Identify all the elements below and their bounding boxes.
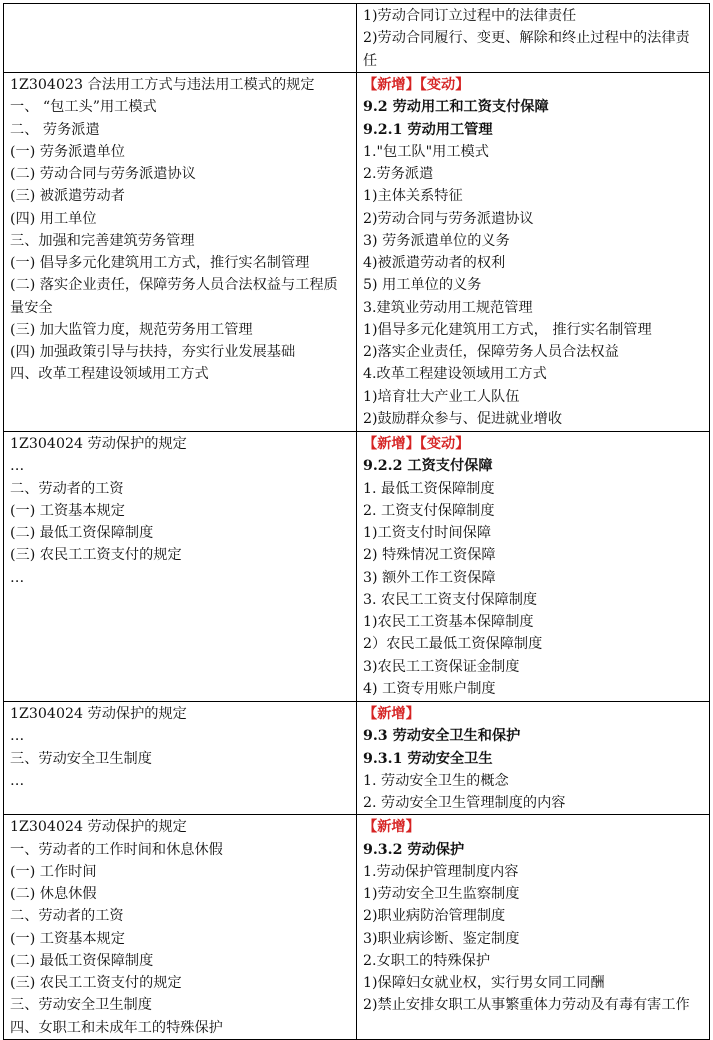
old-syllabus-cell [4,4,357,73]
list-item: 1)工资支付时间保障 [363,525,492,541]
list-item: 1.劳动保护管理制度内容 [363,863,519,880]
list-item: (一) 工资基本规定 [10,930,125,947]
table-row [4,815,710,1040]
new-syllabus-cell [357,432,710,702]
list-item: 二、 劳务派遣 [10,121,100,138]
table-row [4,4,710,73]
section-code-title: 1Z304024 劳动保护的规定 [10,706,187,722]
table-row [4,702,710,815]
list-item: (二) 劳动合同与劳务派遣协议 [10,166,196,182]
new-syllabus-cell [357,73,710,432]
old-syllabus-cell [4,432,357,702]
list-item: 二、劳动者的工资 [10,480,124,497]
list-item: 4.改革工程建设领域用工方式 [363,366,547,383]
list-item: 1)主体关系特征 [363,188,463,205]
list-item: 1)保障妇女就业权，实行男女同工同酬 [363,975,605,991]
list-item: 三、劳动安全卫生制度 [10,997,152,1014]
list-item: 4) 工资专用账户制度 [363,680,496,697]
new-tag: 【新增】 [363,819,420,836]
list-item: 三、劳动安全卫生制度 [10,750,152,767]
new-syllabus-cell [357,815,710,1040]
section-heading: 9.3 劳动安全卫生和保护 [363,728,521,745]
list-item: (一) 工作时间 [10,863,97,880]
list-item: 2. 劳动安全卫生管理制度的内容 [363,795,566,811]
ellipsis: … [10,569,25,586]
list-item: 2)禁止安排女职工从事繁重体力劳动及有毒有害工作 [363,997,690,1014]
list-item: (三) 农民工工资支付的规定 [10,547,182,564]
list-item: 2. 工资支付保障制度 [363,502,495,519]
new-tag: 【新增】 [363,436,420,452]
list-item: (二) 落实企业责任，保障劳务人员合法权益与工程质量安全 [10,277,338,316]
list-item: 1)劳动合同订立过程中的法律责任 [363,8,577,24]
section-code-title: 1Z304023 合法用工方式与违法用工模式的规定 [10,77,315,93]
subsection-heading: 9.2.2 工资支付保障 [363,458,493,475]
list-item: 3.建筑业劳动用工规范管理 [363,299,533,316]
list-item: 2.女职工的特殊保护 [363,952,491,969]
list-item: 1)农民工工资基本保障制度 [363,614,534,630]
list-item: 4)被派遣劳动者的权利 [363,255,506,271]
changed-tag: 【变动】 [419,436,470,452]
old-syllabus-cell [4,73,357,432]
list-item: (二) 最低工资保障制度 [10,525,154,541]
list-item: 2.劳务派遣 [363,166,434,182]
change-tags [363,703,703,725]
new-tag: 【新增】 [363,706,420,722]
list-item: (二) 最低工资保障制度 [10,952,154,969]
list-item: (三) 加大监管力度，规范劳务用工管理 [10,321,253,338]
list-item: 3) 额外工作工资保障 [363,569,496,586]
table-row [4,432,710,702]
section-heading: 9.2 劳动用工和工资支付保障 [363,99,549,116]
new-syllabus-cell [357,702,710,815]
list-item: 3)农民工工资保证金制度 [363,658,520,675]
list-item: 3) 劳务派遣单位的义务 [363,232,510,249]
list-item: (三) 被派遣劳动者 [10,188,125,205]
change-tags [363,74,703,96]
list-item: 二、劳动者的工资 [10,908,124,925]
change-tags [363,816,703,838]
list-item: 四、改革工程建设领域用工方式 [10,366,209,383]
list-item: 2)落实企业责任，保障劳务人员合法权益 [363,344,619,360]
table-row [4,73,710,432]
ellipsis: … [10,458,25,475]
list-item: 2) 特殊情况工资保障 [363,547,496,564]
subsection-heading: 9.2.1 劳动用工管理 [363,121,493,138]
list-item: 5) 用工单位的义务 [363,277,482,294]
list-item: 1. 劳动安全卫生的概念 [363,772,509,789]
list-item: 1)倡导多元化建筑用工方式， 推行实名制管理 [363,321,652,338]
old-syllabus-cell [4,815,357,1040]
list-item: (四) 用工单位 [10,210,97,227]
list-item: (四) 加强政策引导与扶持，夯实行业发展基础 [10,344,296,360]
list-item: (二) 休息休假 [10,886,97,902]
ellipsis: … [10,772,25,789]
list-item: 2)职业病防治管理制度 [363,908,506,925]
section-code-title: 1Z304024 劳动保护的规定 [10,819,187,836]
old-syllabus-cell [4,702,357,815]
list-item: 3. 农民工工资支付保障制度 [363,591,538,608]
change-tags [363,433,703,455]
list-item: 1)劳动安全卫生监察制度 [363,886,520,902]
list-item: (三) 农民工工资支付的规定 [10,975,182,991]
new-syllabus-cell [357,4,710,73]
list-item: 一、劳动者的工作时间和休息休假 [10,841,223,858]
subsection-heading: 9.3.2 劳动保护 [363,841,465,858]
list-item: 1."包工队"用工模式 [363,143,489,160]
list-item: (一) 劳务派遣单位 [10,143,125,160]
list-item: 2)劳动合同履行、变更、解除和终止过程中的法律责任 [363,30,690,69]
subsection-heading: 9.3.1 劳动安全卫生 [363,750,493,767]
list-item: 2）农民工最低工资保障制度 [363,636,543,653]
ellipsis: … [10,728,25,745]
list-item: 四、女职工和未成年工的特殊保护 [10,1019,223,1036]
list-item: 一、 “包工头”用工模式 [10,99,157,116]
list-item: 2)鼓励群众参与、促进就业增收 [363,410,563,427]
list-item: 3)职业病诊断、鉴定制度 [363,930,520,947]
list-item: 2)劳动合同与劳务派遣协议 [363,210,534,227]
list-item: (一) 工资基本规定 [10,502,125,519]
changed-tag: 【变动】 [419,77,470,93]
list-item: 1. 最低工资保障制度 [363,480,495,497]
section-code-title: 1Z304024 劳动保护的规定 [10,436,187,452]
new-tag: 【新增】 [363,77,420,93]
list-item: 1)培育壮大产业工人队伍 [363,388,520,405]
list-item: 三、加强和完善建筑劳务管理 [10,232,195,249]
list-item: (一) 倡导多元化建筑用工方式，推行实名制管理 [10,255,310,271]
comparison-table [3,3,710,1040]
